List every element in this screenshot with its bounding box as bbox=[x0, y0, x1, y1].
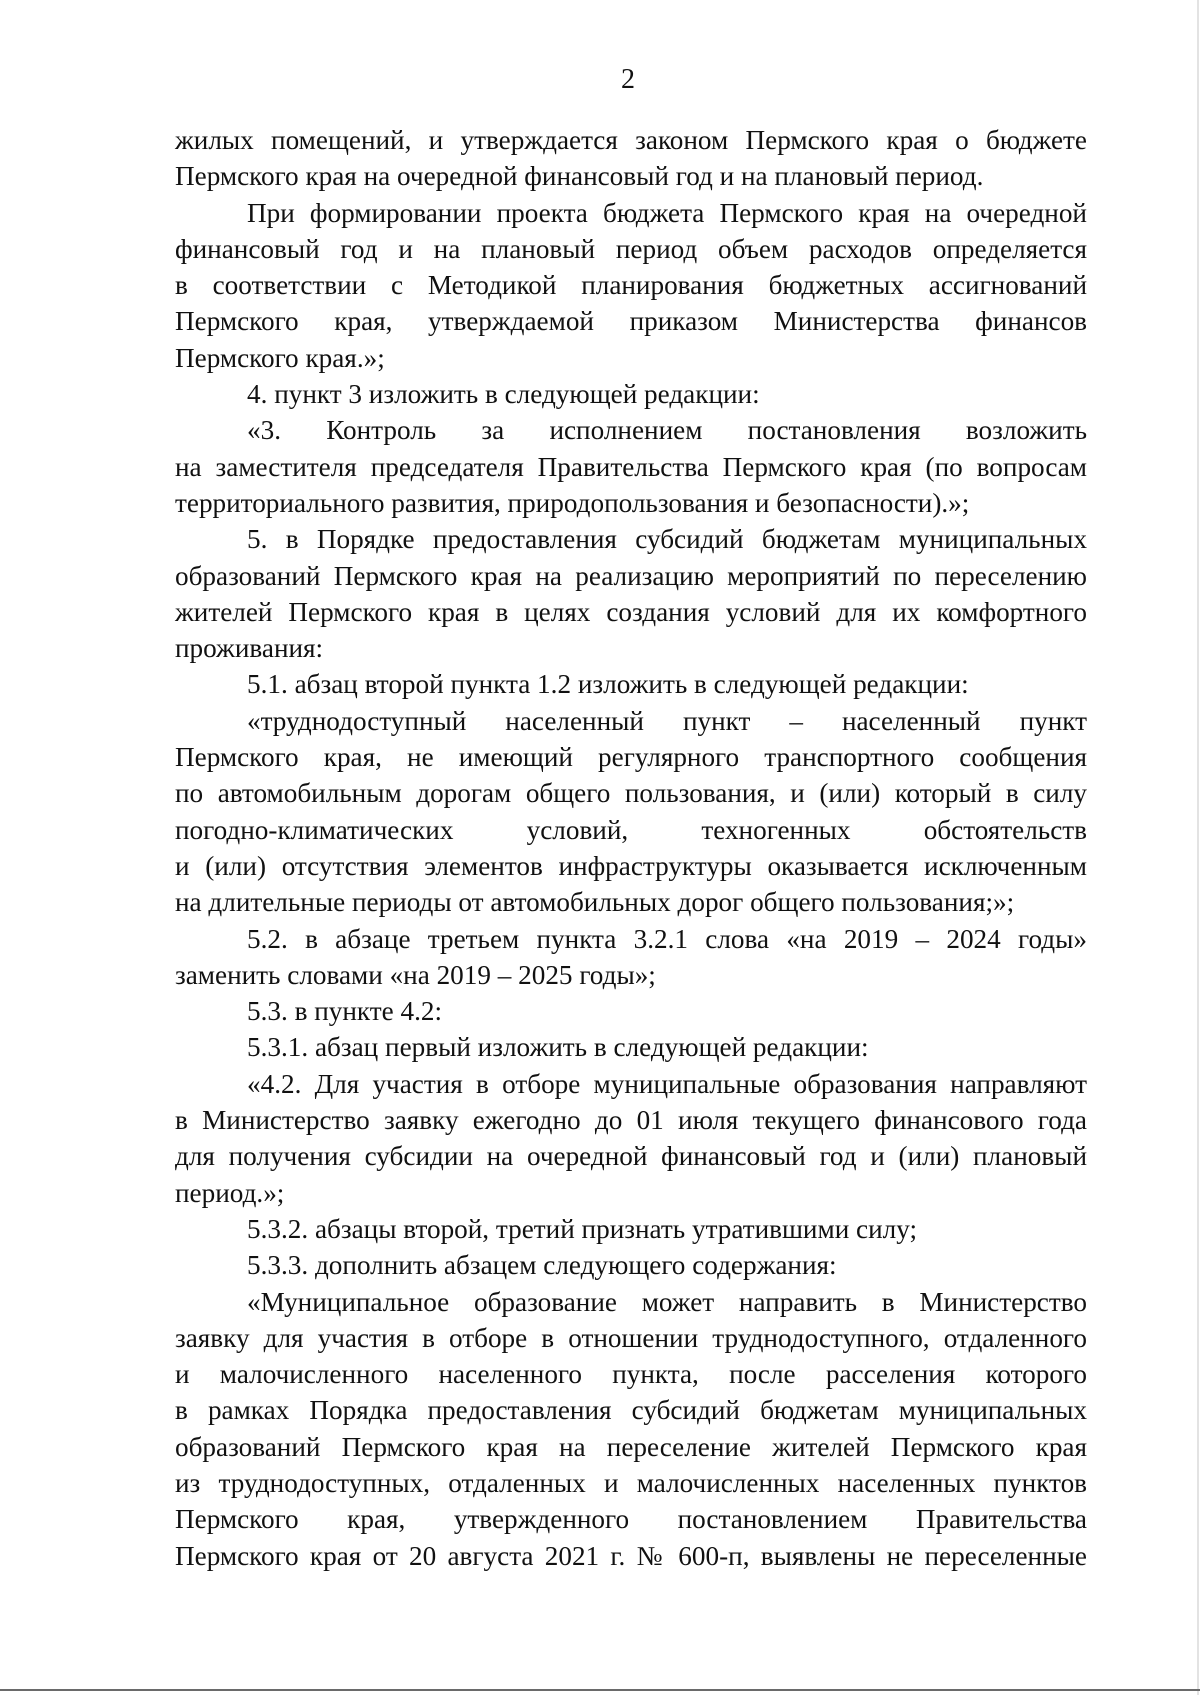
text-line: образований Пермского края на переселение жителей Пермского края bbox=[175, 1431, 1087, 1462]
text-line: в рамках Порядка предоставления субсидий бюджетам муниципальных bbox=[175, 1395, 1087, 1426]
text-line: «Муниципальное образование может направить в Министерство bbox=[247, 1286, 1087, 1317]
text-line: «труднодоступный населенный пункт – населенный пункт bbox=[247, 705, 1087, 736]
text-line: 5.3. в пункте 4.2: bbox=[247, 996, 443, 1027]
text-line: Пермского края.»; bbox=[175, 342, 385, 373]
text-line: для получения субсидии на очередной финансовый год и (или) плановый bbox=[175, 1141, 1087, 1172]
text-line: 5.3.2. абзацы второй, третий признать утратившими силу; bbox=[247, 1213, 918, 1244]
text-line: заявку для участия в отборе в отношении труднодоступного, отдаленного bbox=[175, 1322, 1087, 1353]
text-line: 4. пункт 3 изложить в следующей редакции: bbox=[247, 379, 760, 410]
document-body bbox=[175, 122, 1087, 1574]
text-line: и (или) отсутствия элементов инфраструктуры оказывается исключенным bbox=[175, 850, 1087, 881]
text-line: 5.1. абзац второй пункта 1.2 изложить в следующей редакции: bbox=[247, 669, 969, 700]
text-line: на длительные периоды от автомобильных дорог общего пользования;»; bbox=[175, 887, 1015, 918]
text-line: проживания: bbox=[175, 633, 324, 664]
text-line: 5. в Порядке предоставления субсидий бюджетам муниципальных bbox=[247, 524, 1087, 555]
text-line: период.»; bbox=[175, 1177, 285, 1208]
text-line: 5.3.1. абзац первый изложить в следующей редакции: bbox=[247, 1032, 869, 1063]
text-line: финансовый год и на плановый период объем расходов определяется bbox=[175, 233, 1087, 264]
text-line: заменить словами «на 2019 – 2025 годы»; bbox=[175, 959, 656, 990]
text-line: «3. Контроль за исполнением постановления возложить bbox=[247, 415, 1087, 446]
text-line: жителей Пермского края в целях создания условий для их комфортного bbox=[175, 596, 1087, 627]
text-line: образований Пермского края на реализацию мероприятий по переселению bbox=[175, 560, 1087, 591]
text-line: Пермского края, утвержденного постановлением Правительства bbox=[175, 1504, 1087, 1535]
text-line: в Министерство заявку ежегодно до 01 июля текущего финансового года bbox=[175, 1105, 1087, 1136]
text-line: из труднодоступных, отдаленных и малочисленных населенных пунктов bbox=[175, 1467, 1087, 1498]
text-line: жилых помещений, и утверждается законом Пермского края о бюджете bbox=[175, 125, 1087, 155]
text-line: 5.3.3. дополнить абзацем следующего содержания: bbox=[247, 1250, 837, 1281]
text-line: «4.2. Для участия в отборе муниципальные образования направляют bbox=[247, 1068, 1087, 1099]
scan-edge-bottom bbox=[0, 1689, 1200, 1691]
text-line: Пермского края, утверждаемой приказом Министерства финансов bbox=[175, 306, 1087, 337]
text-line: При формировании проекта бюджета Пермского края на очередной bbox=[247, 197, 1087, 228]
text-line: в соответствии с Методикой планирования бюджетных ассигнований bbox=[175, 270, 1087, 301]
text-line: Пермского края, не имеющий регулярного транспортного сообщения bbox=[175, 742, 1087, 773]
text-line: на заместителя председателя Правительства Пермского края (по вопросам bbox=[175, 451, 1087, 482]
page-number: 2 bbox=[621, 64, 635, 95]
text-line: погодно-климатических условий, техногенных обстоятельств bbox=[175, 814, 1087, 845]
text-line: территориального развития, природопользования и безопасности).»; bbox=[175, 487, 970, 518]
text-line: по автомобильным дорогам общего пользования, и (или) который в силу bbox=[175, 778, 1087, 809]
text-line: 5.2. в абзаце третьем пункта 3.2.1 слова «на 2019 – 2024 годы» bbox=[247, 923, 1087, 954]
scan-edge-right bbox=[1197, 0, 1199, 1695]
text-line: Пермского края на очередной финансовый год и на плановый период. bbox=[175, 161, 984, 192]
text-line: Пермского края от 20 августа 2021 г. № 600-п, выявлены не переселенные bbox=[175, 1540, 1087, 1571]
text-line: и малочисленного населенного пункта, после расселения которого bbox=[175, 1359, 1087, 1390]
